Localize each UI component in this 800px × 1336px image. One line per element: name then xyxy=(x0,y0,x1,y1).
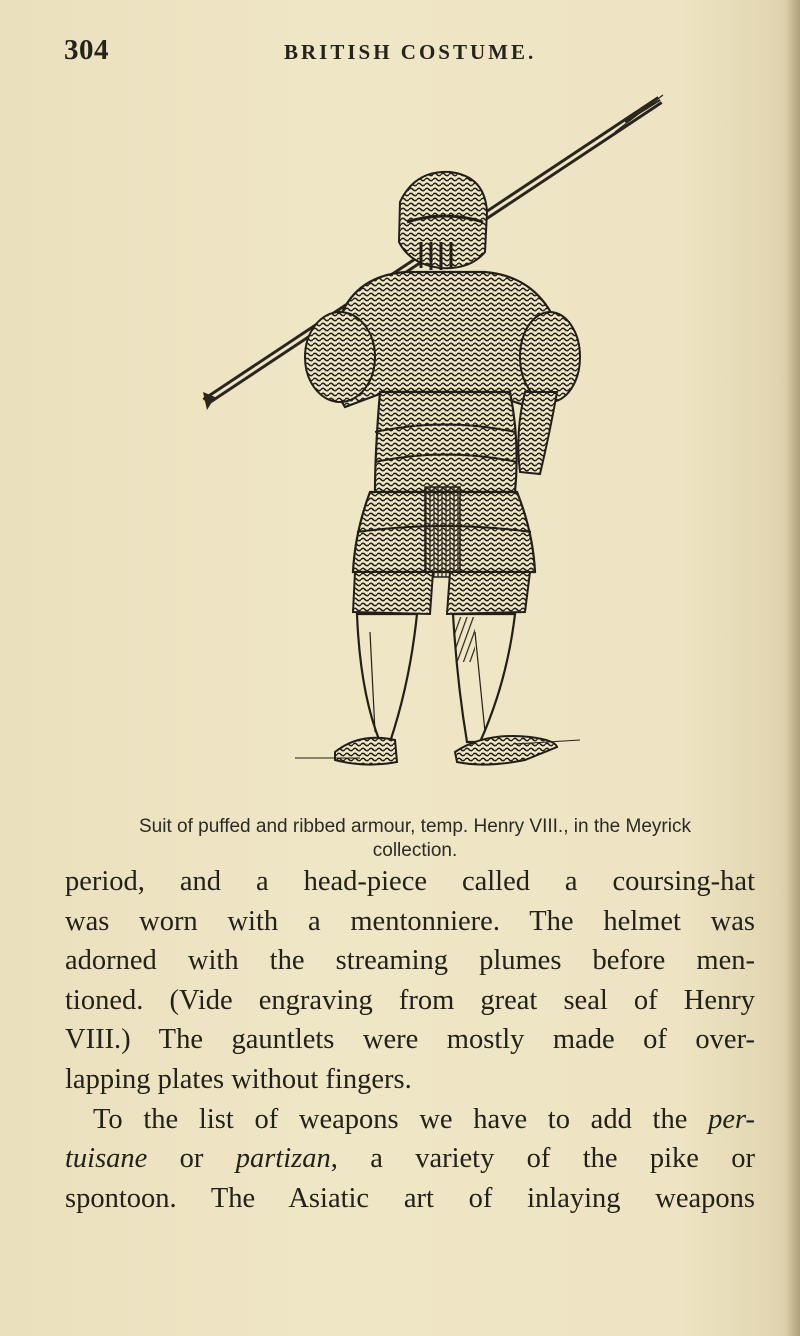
breastplate xyxy=(375,392,517,492)
body-line xyxy=(65,1100,755,1140)
body-line: was worn with a mentonniere. The helmet was xyxy=(65,905,755,937)
helmet xyxy=(399,172,487,270)
body-line: adorned with the streaming plumes before men- xyxy=(65,945,755,977)
caption-line-1: Suit of puffed and ribbed armour, temp. Henry VIII., in the Meyrick xyxy=(139,816,691,837)
body-line: VIII.) The gauntlets were mostly made of over- xyxy=(65,1024,755,1056)
armour-illustration xyxy=(185,92,685,792)
armour-engraving xyxy=(185,92,685,792)
body-line: tioned. (Vide engraving from great seal of Henry xyxy=(65,984,755,1016)
right-arm xyxy=(518,392,557,474)
body-line: spontoon. The Asiatic art of inlaying weapons xyxy=(65,1182,755,1214)
body-text-segment: To the list of weapons we have to add the xyxy=(93,1103,709,1135)
figure-caption xyxy=(70,815,760,863)
body-text-segment: , a variety of the pike or xyxy=(330,1143,755,1175)
running-head: BRITISH COSTUME. xyxy=(284,40,537,64)
italic-term: per- xyxy=(708,1103,755,1135)
page-header xyxy=(64,34,764,74)
caption-line-2: collection. xyxy=(372,840,458,861)
page-edge-shadow xyxy=(786,0,800,1336)
body-text-segment: or xyxy=(147,1143,236,1175)
italic-term: tuisane xyxy=(65,1143,148,1175)
cuisses xyxy=(353,572,530,614)
page-number: 304 xyxy=(64,34,109,66)
body-line xyxy=(65,1139,755,1179)
puffed-skirt xyxy=(353,487,535,577)
italic-term: partizan xyxy=(235,1143,331,1175)
legs xyxy=(357,614,515,742)
body-line: lapping plates without fingers. xyxy=(65,1063,412,1095)
body-line: period, and a head-piece called a coursing-hat xyxy=(65,866,755,897)
body-text xyxy=(65,862,755,1218)
sabatons xyxy=(295,736,580,765)
